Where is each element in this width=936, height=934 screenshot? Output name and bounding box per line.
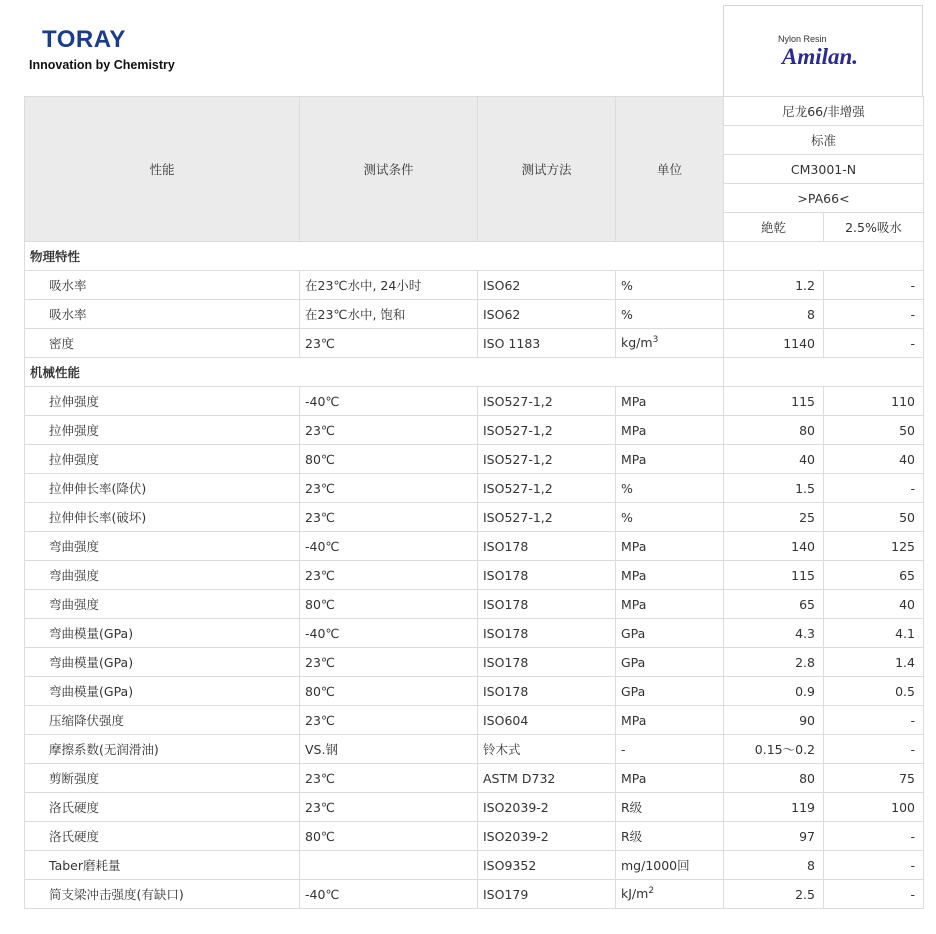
dry-value-cell: 90 (724, 706, 824, 735)
unit-cell (616, 793, 724, 822)
wet-value-cell: 50 (824, 416, 924, 445)
table-row (25, 329, 924, 358)
dry-value-cell: 0.15～0.2 (724, 735, 824, 764)
method-cell: ISO178 (478, 677, 616, 706)
condition-cell: 80℃ (300, 445, 478, 474)
toray-logo (24, 0, 723, 96)
table-row (25, 503, 924, 532)
section-values-empty (724, 358, 924, 387)
dry-value-cell: 80 (724, 416, 824, 445)
dry-value-cell: 8 (724, 300, 824, 329)
unit-text: kJ/m (621, 886, 649, 902)
dry-value-cell: 25 (724, 503, 824, 532)
wet-value-cell: 50 (824, 503, 924, 532)
method-cell: ISO527-1,2 (478, 416, 616, 445)
property-cell: 弯曲模量(GPa) (25, 619, 300, 648)
dry-value-cell: 2.5 (724, 880, 824, 909)
property-cell: 洛氏硬度 (25, 793, 300, 822)
unit-cell (616, 590, 724, 619)
unit-cell (616, 329, 724, 358)
method-cell: ISO2039-2 (478, 822, 616, 851)
unit-text: GPa (621, 654, 646, 670)
condition-cell: 23℃ (300, 706, 478, 735)
condition-cell: 23℃ (300, 329, 478, 358)
table-row (25, 706, 924, 735)
unit-text: MPa (621, 567, 647, 583)
condition-cell: -40℃ (300, 532, 478, 561)
method-cell: ISO62 (478, 300, 616, 329)
unit-superscript: 2 (648, 886, 655, 897)
method-cell: ISO62 (478, 271, 616, 300)
method-cell: ISO604 (478, 706, 616, 735)
condition-cell: 在23℃水中, 饱和 (300, 300, 478, 329)
amilan-brand-box (723, 5, 923, 96)
section-title: 物理特性 (25, 242, 724, 271)
unit-text: MPa (621, 422, 647, 438)
property-cell: 弯曲强度 (25, 590, 300, 619)
unit-text: MPa (621, 770, 647, 786)
table-row (25, 677, 924, 706)
dry-value-cell: 65 (724, 590, 824, 619)
wet-value-cell: 110 (824, 387, 924, 416)
dry-value-cell: 115 (724, 387, 824, 416)
properties-table (24, 96, 924, 909)
property-cell: 拉伸伸长率(降伏) (25, 474, 300, 503)
table-row (25, 300, 924, 329)
dry-value-cell: 1.2 (724, 271, 824, 300)
table-row (25, 416, 924, 445)
condition-wet: 2.5%吸水 (824, 213, 924, 242)
property-cell: 拉伸强度 (25, 416, 300, 445)
toray-tagline: Innovation by Chemistry (29, 58, 175, 72)
method-cell: ISO527-1,2 (478, 387, 616, 416)
unit-text: MPa (621, 393, 647, 409)
dry-value-cell: 1140 (724, 329, 824, 358)
section-title: 机械性能 (25, 358, 724, 387)
property-cell: 弯曲模量(GPa) (25, 677, 300, 706)
header-property: 性能 (25, 97, 300, 242)
dry-value-cell: 2.8 (724, 648, 824, 677)
property-cell: 剪断强度 (25, 764, 300, 793)
condition-cell: -40℃ (300, 619, 478, 648)
method-cell: ISO527-1,2 (478, 474, 616, 503)
unit-text: MPa (621, 451, 647, 467)
table-row (25, 735, 924, 764)
header-condition: 测试条件 (300, 97, 478, 242)
property-cell: 拉伸强度 (25, 387, 300, 416)
condition-cell: -40℃ (300, 387, 478, 416)
dry-value-cell: 8 (724, 851, 824, 880)
wet-value-cell: 40 (824, 590, 924, 619)
unit-cell (616, 677, 724, 706)
table-row (25, 387, 924, 416)
section-values-empty (724, 242, 924, 271)
brand-subtitle: Nylon Resin (778, 34, 827, 44)
wet-value-cell: 75 (824, 764, 924, 793)
wet-value-cell: - (824, 271, 924, 300)
amilan-logo: Amilan. (782, 44, 859, 69)
unit-text: % (621, 509, 633, 525)
table-row (25, 880, 924, 909)
unit-cell (616, 532, 724, 561)
dry-value-cell: 115 (724, 561, 824, 590)
method-cell: ISO178 (478, 619, 616, 648)
wet-value-cell: - (824, 300, 924, 329)
section-row (25, 358, 924, 387)
property-cell: 摩擦系数(无润滑油) (25, 735, 300, 764)
unit-cell (616, 416, 724, 445)
unit-cell (616, 880, 724, 909)
wet-value-cell: 40 (824, 445, 924, 474)
method-cell: ISO178 (478, 648, 616, 677)
unit-text: GPa (621, 625, 646, 641)
unit-superscript: 3 (652, 335, 659, 346)
grade-material: >PA66< (724, 184, 924, 213)
property-cell: 吸水率 (25, 271, 300, 300)
table-row (25, 474, 924, 503)
dry-value-cell: 1.5 (724, 474, 824, 503)
table-row (25, 851, 924, 880)
unit-cell (616, 561, 724, 590)
property-cell: 吸水率 (25, 300, 300, 329)
unit-cell (616, 387, 724, 416)
table-row (25, 764, 924, 793)
header-unit: 单位 (616, 97, 724, 242)
method-cell: ISO 1183 (478, 329, 616, 358)
table-row (25, 590, 924, 619)
property-cell: 密度 (25, 329, 300, 358)
wet-value-cell: - (824, 880, 924, 909)
condition-cell (300, 851, 478, 880)
dry-value-cell: 4.3 (724, 619, 824, 648)
condition-cell: VS.钢 (300, 735, 478, 764)
condition-cell: 23℃ (300, 561, 478, 590)
condition-cell: -40℃ (300, 880, 478, 909)
wet-value-cell: 0.5 (824, 677, 924, 706)
table-row (25, 271, 924, 300)
property-cell: 拉伸伸长率(破坏) (25, 503, 300, 532)
condition-cell: 23℃ (300, 764, 478, 793)
unit-cell (616, 271, 724, 300)
table-row (25, 532, 924, 561)
dry-value-cell: 97 (724, 822, 824, 851)
wet-value-cell: 100 (824, 793, 924, 822)
property-cell: 弯曲模量(GPa) (25, 648, 300, 677)
grade-type: 尼龙66/非增强 (724, 97, 924, 126)
unit-cell (616, 822, 724, 851)
dry-value-cell: 40 (724, 445, 824, 474)
condition-cell: 在23℃水中, 24小时 (300, 271, 478, 300)
wet-value-cell: 4.1 (824, 619, 924, 648)
property-cell: Taber磨耗量 (25, 851, 300, 880)
unit-cell (616, 764, 724, 793)
unit-text: % (621, 480, 633, 496)
wet-value-cell: 1.4 (824, 648, 924, 677)
method-cell: ISO9352 (478, 851, 616, 880)
dry-value-cell: 140 (724, 532, 824, 561)
condition-cell: 23℃ (300, 474, 478, 503)
unit-text: MPa (621, 596, 647, 612)
section-row (25, 242, 924, 271)
grade-code: CM3001-N (724, 155, 924, 184)
condition-cell: 80℃ (300, 590, 478, 619)
unit-cell (616, 735, 724, 764)
header-method: 测试方法 (478, 97, 616, 242)
unit-cell (616, 851, 724, 880)
unit-cell (616, 503, 724, 532)
dry-value-cell: 0.9 (724, 677, 824, 706)
property-cell: 弯曲强度 (25, 532, 300, 561)
table-row (25, 619, 924, 648)
dry-value-cell: 119 (724, 793, 824, 822)
property-cell: 简支梁冲击强度(有缺口) (25, 880, 300, 909)
method-cell: ISO527-1,2 (478, 445, 616, 474)
wet-value-cell: - (824, 474, 924, 503)
unit-text: R级 (621, 829, 643, 844)
property-cell: 洛氏硬度 (25, 822, 300, 851)
method-cell: ISO178 (478, 561, 616, 590)
condition-cell: 23℃ (300, 503, 478, 532)
unit-text: MPa (621, 712, 647, 728)
property-cell: 拉伸强度 (25, 445, 300, 474)
table-row (25, 648, 924, 677)
unit-text: % (621, 306, 633, 322)
unit-cell (616, 445, 724, 474)
grade-class: 标准 (724, 126, 924, 155)
property-cell: 压缩降伏强度 (25, 706, 300, 735)
wet-value-cell: 125 (824, 532, 924, 561)
unit-text: % (621, 277, 633, 293)
method-cell: ISO527-1,2 (478, 503, 616, 532)
unit-cell (616, 706, 724, 735)
unit-cell (616, 300, 724, 329)
wet-value-cell: 65 (824, 561, 924, 590)
method-cell: ISO179 (478, 880, 616, 909)
method-cell: ASTM D732 (478, 764, 616, 793)
unit-cell (616, 619, 724, 648)
method-cell: 铃木式 (478, 735, 616, 764)
wet-value-cell: - (824, 851, 924, 880)
condition-cell: 80℃ (300, 822, 478, 851)
condition-cell: 23℃ (300, 416, 478, 445)
unit-cell (616, 474, 724, 503)
unit-text: R级 (621, 800, 643, 815)
method-cell: ISO178 (478, 532, 616, 561)
table-row (25, 793, 924, 822)
property-cell: 弯曲强度 (25, 561, 300, 590)
unit-text: mg/1000回 (621, 858, 690, 873)
method-cell: ISO2039-2 (478, 793, 616, 822)
table-row (25, 561, 924, 590)
table-row (25, 822, 924, 851)
dry-value-cell: 80 (724, 764, 824, 793)
unit-text: GPa (621, 683, 646, 699)
table-row (25, 445, 924, 474)
condition-cell: 23℃ (300, 793, 478, 822)
unit-text: kg/m (621, 335, 653, 351)
condition-cell: 23℃ (300, 648, 478, 677)
wet-value-cell: - (824, 822, 924, 851)
toray-wordmark: TORAY (42, 26, 126, 53)
unit-text: - (621, 741, 626, 757)
wet-value-cell: - (824, 706, 924, 735)
unit-cell (616, 648, 724, 677)
unit-text: MPa (621, 538, 647, 554)
wet-value-cell: - (824, 329, 924, 358)
condition-dry: 絶乾 (724, 213, 824, 242)
wet-value-cell: - (824, 735, 924, 764)
condition-cell: 80℃ (300, 677, 478, 706)
method-cell: ISO178 (478, 590, 616, 619)
